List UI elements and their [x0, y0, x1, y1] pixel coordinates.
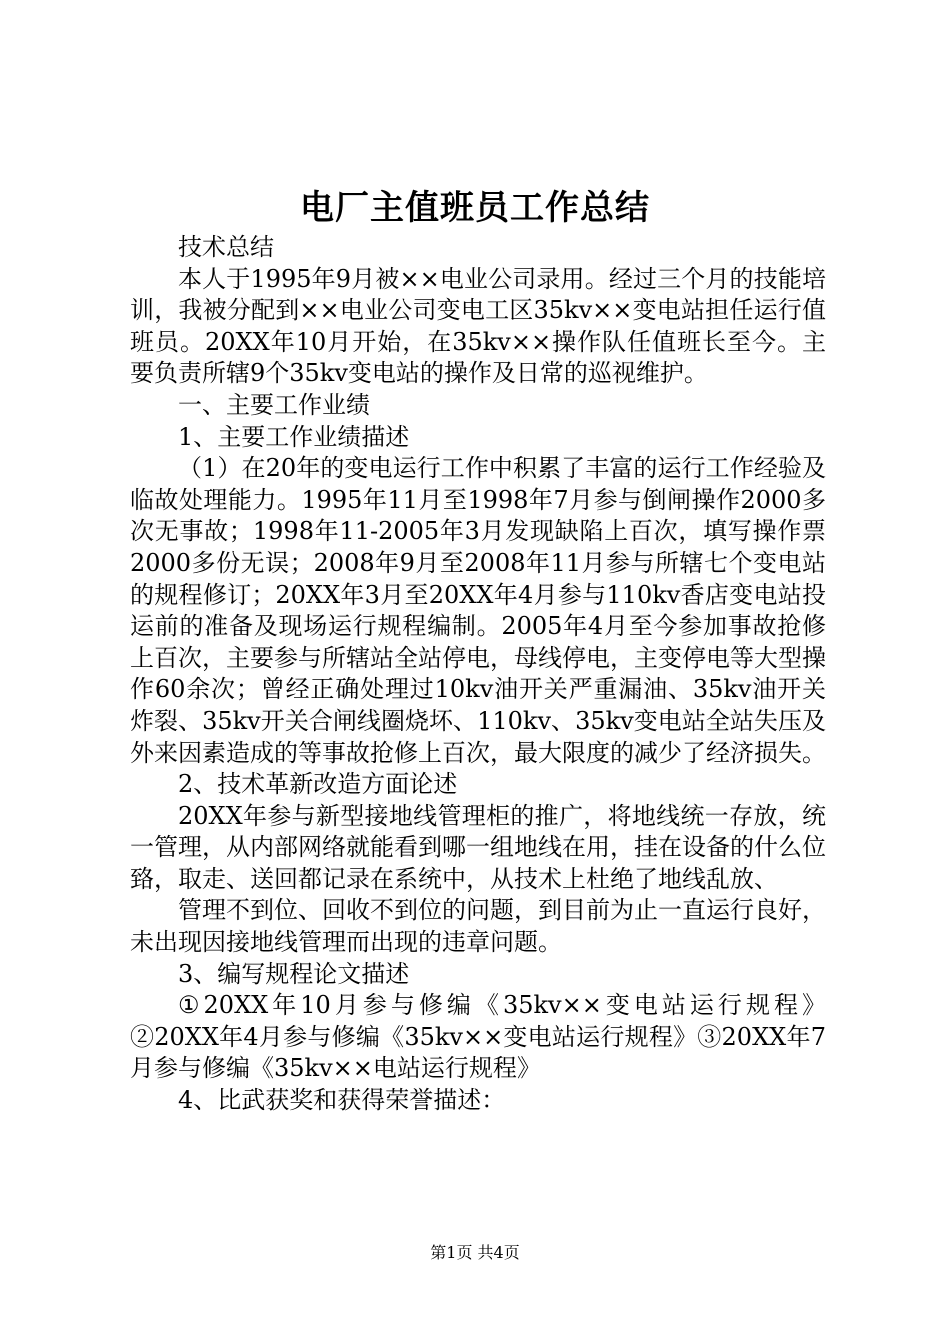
heading-achievements-description: 1、主要工作业绩描述: [178, 422, 410, 451]
heading-innovation: 2、技术革新改造方面论述: [178, 770, 458, 799]
heading-awards: 4、比武获奖和获得荣誉描述：: [178, 1086, 506, 1115]
paragraph-tech-summary: 技术总结: [178, 233, 274, 261]
paragraph-innovation-continued: 管理不到位、回收不到位的问题，到目前为止一直运行良好，未出现因接地线管理而出现的违章问题。: [130, 896, 826, 957]
paragraph-regulations: ①20XX年10月参与修编《35kv××变电站运行规程》②20XX年4月参与修编《35kv××变电站运行规程》③20XX年7月参与修编《35kv××电站运行规程》: [130, 991, 826, 1083]
heading-regulations: 3、编写规程论文描述: [178, 959, 410, 988]
document-body: [130, 232, 826, 1117]
page-footer: 第1页 共4页: [430, 1243, 520, 1262]
paragraph-innovation: 20XX年参与新型接地线管理柜的推广，将地线统一存放，统一管理，从内部网络就能看到哪一组地线在用，挂在设备的什么位臵，取走、送回都记录在系统中，从技术上杜绝了地线乱放、: [130, 801, 826, 893]
document-title: 电厂主值班员工作总结: [300, 188, 650, 228]
heading-main-achievements: 一、主要工作业绩: [178, 390, 370, 419]
paragraph-intro: 本人于1995年9月被××电业公司录用。经过三个月的技能培训，我被分配到××电业公司变电工区35kv××变电站担任运行值班员。20XX年10月开始，在35kv××操作队任值班长至今。主要负责所辖9个35kv变电站的操作及日常的巡视维护。: [130, 264, 826, 388]
paragraph-achievements: （1）在20年的变电运行工作中积累了丰富的运行工作经验及临故处理能力。1995年11月至1998年7月参与倒闸操作2000多次无事故；1998年11-2005年3月发现缺陷上百次，填写操作票2000多份无误；2008年9月至2008年11月参与所辖七个变电站的规程修订；20XX年3月至20XX年4月参与110kv香店变电站投运前的准备及现场运行规程编制。2005年4月至今参加事故抢修上百次，主要参与所辖站全站停电，母线停电，主变停电等大型操作60余次；曾经正确处理过10kv油开关严重漏油、35kv油开关炸裂、35kv开关合闸线圈烧坏、110kv、35kv变电站全站失压及外来因素造成的等事故抢修上百次，最大限度的减少了经济损失。: [130, 454, 826, 767]
